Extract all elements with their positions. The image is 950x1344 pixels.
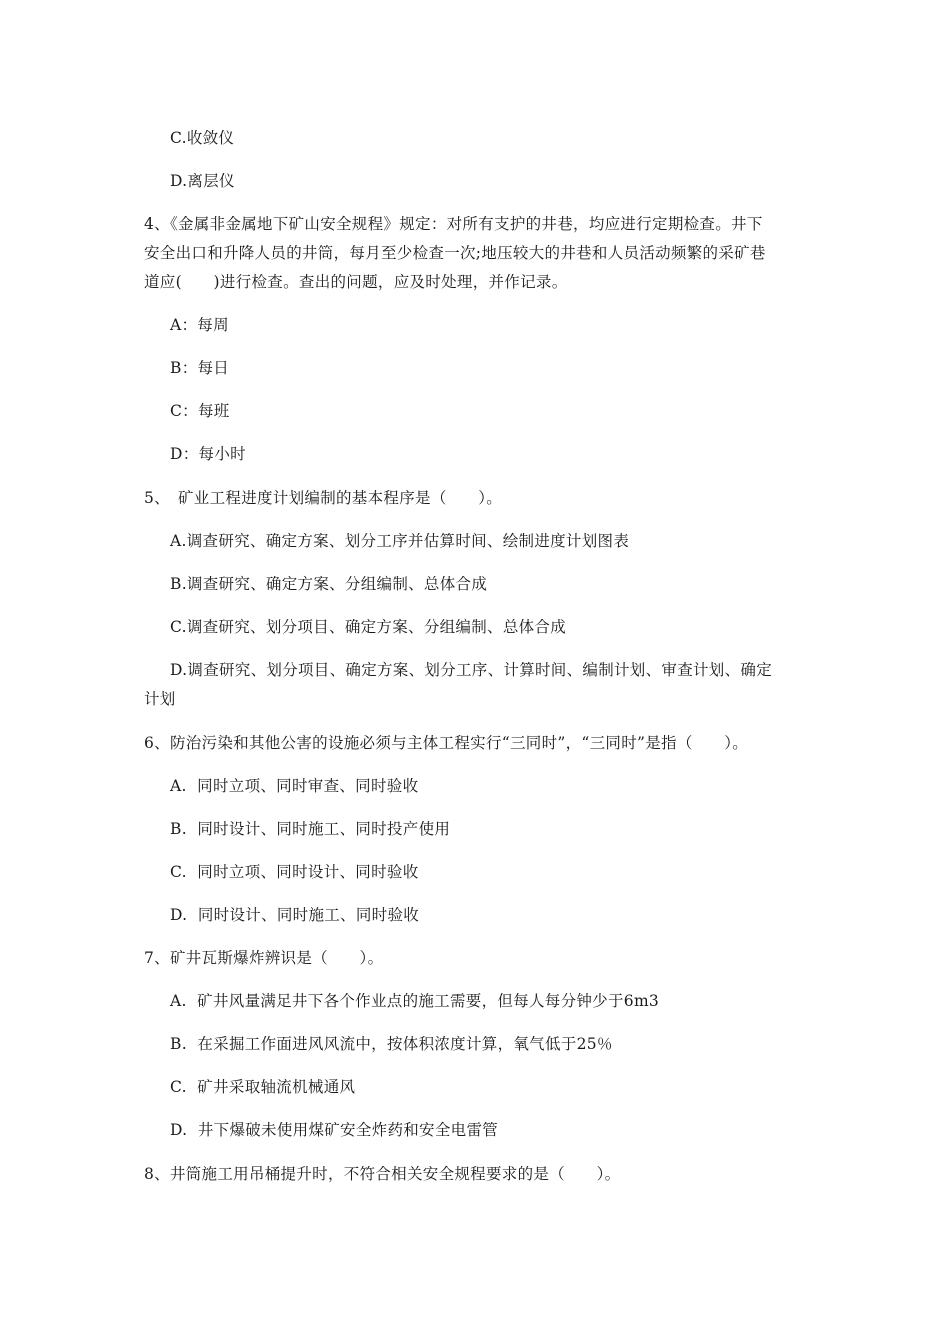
q5-option-b: B.调查研究、确定方案、分组编制、总体合成 (170, 575, 488, 593)
q5-option-d-continuation: 计划 (144, 690, 176, 708)
q6-option-a: A. 同时立项、同时审查、同时验收 (170, 777, 419, 795)
q6-stem: 6、防治污染和其他公害的设施必须与主体工程实行“三同时”，“三同时”是指（ ）。 (144, 734, 749, 752)
prev-option-c: C.收敛仪 (170, 129, 235, 147)
q4-stem-line-1: 4、《金属非金属地下矿山安全规程》规定：对所有支护的井巷，均应进行定期检查。井下 (144, 215, 763, 233)
q7-option-b: B. 在采掘工作面进风风流中，按体积浓度计算，氧气低于25％ (170, 1035, 613, 1053)
q5-stem: 5、 矿业工程进度计划编制的基本程序是（ ）。 (144, 489, 503, 507)
q4-option-a: A：每周 (170, 316, 229, 334)
q4-stem-line-2: 安全出口和升降人员的井筒，每月至少检查一次;地压较大的井巷和人员活动频繁的采矿巷 (144, 244, 766, 262)
q5-option-c: C.调查研究、划分项目、确定方案、分组编制、总体合成 (170, 618, 567, 636)
q5-option-d: D.调查研究、划分项目、确定方案、划分工序、计算时间、编制计划、审查计划、确定 (170, 661, 773, 679)
q7-option-a: A. 矿井风量满足井下各个作业点的施工需要，但每人每分钟少于6m3 (170, 992, 660, 1010)
q4-option-b: B：每日 (170, 359, 230, 377)
q7-stem: 7、矿井瓦斯爆炸辨识是（ ）。 (144, 949, 384, 967)
q4-option-d: D：每小时 (170, 445, 246, 463)
q4-stem-line-3: 道应( )进行检查。查出的问题，应及时处理，并作记录。 (144, 273, 568, 291)
q6-option-b: B. 同时设计、同时施工、同时投产使用 (170, 820, 451, 838)
q7-option-c: C. 矿井采取轴流机械通风 (170, 1078, 356, 1096)
q8-stem: 8、井筒施工用吊桶提升时，不符合相关安全规程要求的是（ ）。 (144, 1165, 621, 1183)
q7-option-d: D. 井下爆破未使用煤矿安全炸药和安全电雷管 (170, 1121, 499, 1139)
q6-option-d: D. 同时设计、同时施工、同时验收 (170, 906, 420, 924)
prev-option-d: D.离层仪 (170, 172, 235, 190)
q6-option-c: C. 同时立项、同时设计、同时验收 (170, 863, 419, 881)
q5-option-a: A.调查研究、确定方案、划分工序并估算时间、绘制进度计划图表 (170, 532, 630, 550)
q4-option-c: C：每班 (170, 402, 230, 420)
